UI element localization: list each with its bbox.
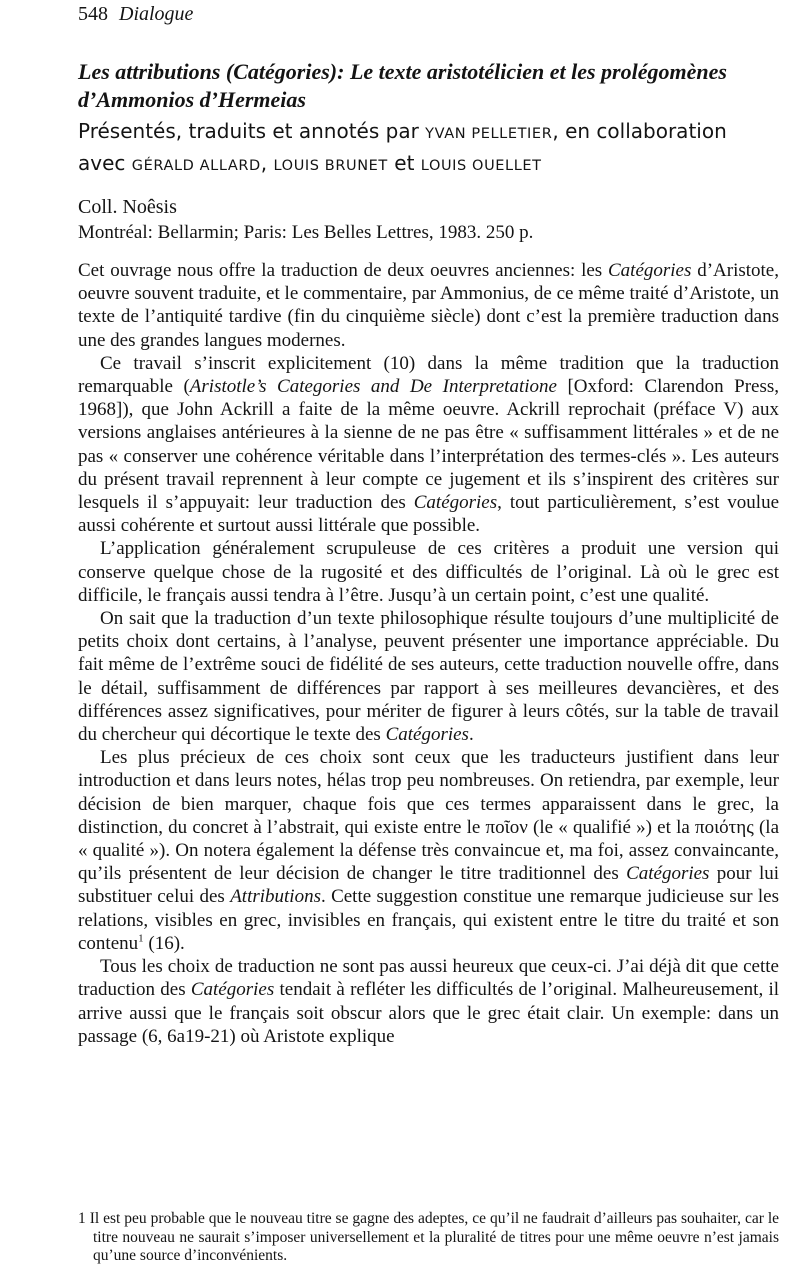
paragraph-3: L’application généralement scrupuleuse de ces critères a produit une version qui conserve quelque chose de la rugosité et des difficultés de l’original. Là où le grec est difficile, le français aussi tendra à l’être. Jusqu’à un certain point, c’est une qualité. bbox=[78, 538, 779, 606]
book-title: Les attributions (Catégories): Le texte aristotélicien et les prolégomènes d’Ammonios d’Hermeias bbox=[78, 59, 727, 112]
paragraph-5: Les plus précieux de ces choix sont ceux que les traducteurs justifient dans leur introduction et dans leurs notes, hélas trop peu nombreuses. On retiendra, par exemple, leur décision de bien marquer, chaque fois que ces termes apparaissent dans le grec, la distinction, du concret à l’abstrait, qui existe entre le ποῖον (le « qualifié ») et la ποιότης (la « qualité »). On notera également la défense très convaincue et, ma foi, assez convaincante, qu’ils présentent de leur décision de changer le titre traditionnel des Catégories pour lui substituer celui des Attributions. Cette suggestion constitue une remarque judicieuse sur les relations, visibles en grec, invisibles en français, qui existent entre le titre du traité et son contenu$^1$ (16). bbox=[78, 747, 780, 954]
paragraph-6: Tous les choix de traduction ne sont pas aussi heureux que ceux-ci. J’ai déjà dit que cette traduction des Catégories tendait à refléter les difficultés de l’original. Malheureusement, il arrive aussi que le français soit obscur alors que le grec était clair. Un exemple: dans un passage (6, 6a19-21) où Aristote explique bbox=[78, 956, 779, 1047]
collab-prefix: , en collaboration avec bbox=[78, 119, 727, 175]
paragraph-1: Cet ouvrage nous offre la traduction de deux oeuvres anciennes: les Catégories d’Aristote, oeuvre souvent traduite, et le commentaire, par Ammonius, de ce même traité d’Aristote, un texte de l’antiquité tardive (fin du cinquième siècle) dont c’est la première traduction dans une des grandes langues modernes. bbox=[78, 260, 779, 351]
review-body bbox=[78, 259, 779, 1048]
credit-prefix: Présentés, traduits et annotés par bbox=[78, 119, 419, 143]
running-title: Dialogue bbox=[119, 3, 194, 25]
collaborator-3: LOUIS OUELLET bbox=[420, 158, 542, 174]
running-header bbox=[78, 3, 193, 26]
collab-and: et bbox=[394, 151, 415, 175]
footnote-text: Il est peu probable que le nouveau titre se gagne des adeptes, ce qu’il ne faudrait d’ailleurs pas souhaiter, car le titre nouveau ne saurait s’imposer universellement et la pluralité de titres pour une même oeuvre n’est jamais qu’une source d’inconvénients. bbox=[89, 1210, 780, 1265]
collaborator-2: LOUIS BRUNET bbox=[273, 158, 388, 174]
footnote-marker: 1 bbox=[78, 1210, 86, 1227]
footnote bbox=[78, 1210, 779, 1266]
publication-info: Montréal: Bellarmin; Paris: Les Belles Lettres, 1983. 250 p. bbox=[78, 222, 534, 243]
author-name: YVAN PELLETIER bbox=[425, 126, 553, 142]
book-credits: Présentés, traduits et annotés par YVAN PELLETIER, en collaboration avec GÉRALD ALLARD, LOUIS BRUNET et LOUIS OUELLET bbox=[78, 119, 727, 175]
collaborator-1: GÉRALD ALLARD bbox=[131, 158, 261, 174]
footnote-ref: 1 bbox=[138, 932, 144, 945]
paragraph-2: Ce travail s’inscrit explicitement (10) dans la même tradition que la traduction remarquable (Aristotle’s Categories and De Interpretatione [Oxford: Clarendon Press, 1968]), que John Ackrill a faite de la même oeuvre. Ackrill reprochait (préface V) aux versions anglaises antérieures à la sienne de ne pas être « suffisamment littérales » et de ne pas « conserver une cohérence véritable dans l’interprétation des termes-clés ». Les auteurs du présent travail reprennent à leur compte ce jugement et ils s’inspirent des critères sur lesquels il s’appuyait: leur traduction des Catégories, tout particulièrement, s’est voulue aussi cohérente et surtout aussi littérale que possible. bbox=[78, 352, 779, 537]
paragraph-4: On sait que la traduction d’un texte philosophique résulte toujours d’une multiplicité de petits choix dont certains, à l’analyse, peuvent présenter une importance appréciable. Du fait même de l’extrême souci de fidélité de ses auteurs, cette traduction nouvelle offre, dans le détail, suffisamment de différences par rapport à ses meilleures devancières, et des différences assez significatives, pour mériter de figurer à leurs côtés, sur la table de travail du chercheur qui décortique le texte des Catégories. bbox=[78, 608, 779, 746]
book-series: Coll. Noêsis bbox=[78, 196, 177, 218]
page-number: 548 bbox=[78, 3, 108, 25]
